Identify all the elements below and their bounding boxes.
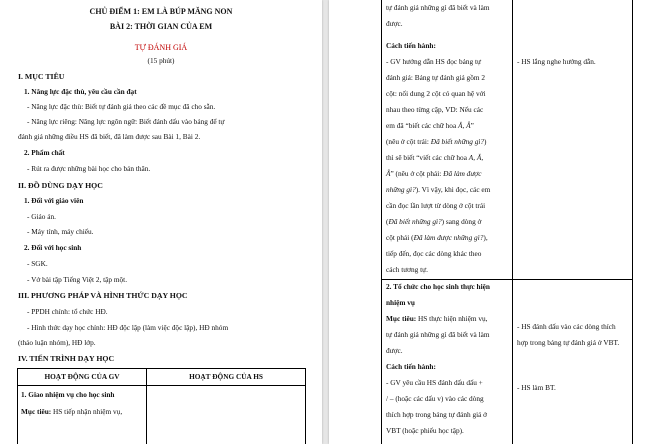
gv-a2: đánh giá: Bảng tự đánh giá gồm 2: [386, 73, 485, 82]
gv-a10: cần đọc lần lượt từ dòng ở cột trái: [386, 201, 486, 210]
paragraph-nang-luc-rieng-2: đánh giá những điều HS đã biết, đã làm được sau Bài 1, Bài 2.: [18, 132, 201, 141]
gv-a8: Â” (nêu ở cột phải: Đã làm được: [386, 169, 482, 178]
gv-b3: thích hợp trong bảng tự đánh giá ở: [386, 410, 488, 419]
gv-to-chuc-2: nhiệm vụ: [386, 298, 415, 307]
subheading-giao-vien: 1. Đối với giáo viên: [24, 196, 84, 205]
gv-line-2: được.: [386, 19, 403, 28]
gv-cach-tien-hanh-1: Cách tiến hành:: [386, 41, 436, 50]
gv-a5: em đã “biết các chữ hoa Ă, Â”: [386, 121, 474, 130]
gv-cach-tien-hanh-2: Cách tiến hành:: [386, 362, 436, 371]
gv-a11: (Đã biết những gì?) sang dòng ở: [386, 217, 482, 226]
gv-a13: tiếp đến, đọc các dòng khác theo: [386, 249, 482, 258]
table-header-gv: HOẠT ĐỘNG CỦA GV: [44, 372, 120, 381]
subheading-pham-chat: 2. Phẩm chất: [24, 148, 65, 157]
hs-lang-nghe: - HS lắng nghe hướng dẫn.: [517, 57, 596, 66]
item-may-tinh: - Máy tính, máy chiếu.: [27, 227, 94, 236]
paragraph-hinh-thuc-2: (thảo luận nhóm), HĐ lớp.: [18, 338, 96, 347]
gv-b4: VBT (hoặc phiếu học tập).: [386, 426, 464, 435]
table-header-hs: HOẠT ĐỘNG CỦA HS: [189, 372, 263, 381]
hs-danh-dau-2: hợp trong bảng tự đánh giá ở VBT.: [517, 338, 620, 347]
gv-b2: / – (hoặc các dấu v) vào các dòng: [386, 394, 484, 403]
paragraph-nang-luc-dac-thu: - Năng lực đặc thù: Biết tự đánh giá theo các đề mục đã cho sẵn.: [27, 102, 216, 111]
gv-a1: - GV hướng dẫn HS đọc bảng tự: [386, 57, 481, 66]
table-row-giao-nhiem-vu: 1. Giao nhiệm vụ cho học sinh: [21, 390, 115, 399]
document-page-right: [329, 0, 650, 444]
duration-text: (15 phút): [147, 56, 175, 65]
paragraph-hinh-thuc-1: - Hình thức dạy học chính: HĐ độc lập (làm việc độc lập), HĐ nhóm: [27, 323, 229, 332]
gv-muc-tieu: Mục tiêu: HS thực hiện nhiệm vụ,: [386, 314, 488, 323]
gv-a12: cột phải (Đã làm được những gì?),: [386, 233, 488, 242]
document-page-left: [0, 0, 322, 444]
gv-a3: cột: nối dung 2 cột có quan hệ với: [386, 89, 486, 98]
heading-do-dung: II. ĐỒ DÙNG DẠY HỌC: [18, 181, 103, 190]
item-sgk: - SGK.: [27, 259, 48, 268]
gv-a4: nhau theo từng cặp, VD: Nếu các: [386, 105, 484, 114]
gv-line-1: tự đánh giá những gì đã biết và làm: [386, 3, 490, 12]
item-giao-an: - Giáo án.: [27, 212, 56, 221]
paragraph-nang-luc-rieng-1: - Năng lực riêng: Năng lực ngôn ngữ: Biết đánh dấu vào bảng để tự: [27, 117, 225, 126]
table-row-muc-tieu: Mục tiêu: HS tiếp nhận nhiệm vụ,: [21, 407, 123, 416]
heading-phuong-phap: III. PHƯƠNG PHÁP VÀ HÌNH THỨC DẠY HỌC: [18, 291, 188, 300]
gv-a9: những gì?). Vì vậy, khi đọc, các em: [386, 185, 491, 194]
item-vo-bai-tap: - Vở bài tập Tiếng Việt 2, tập một.: [27, 275, 128, 284]
subheading-nang-luc: 1. Năng lực đặc thù, yêu cầu cần đạt: [24, 87, 137, 96]
gv-a6: (nêu ở cột trái: Đã biết những gì?): [386, 137, 487, 146]
hs-lam-bt: - HS làm BT.: [517, 383, 556, 392]
section-title: TỰ ĐÁNH GIÁ: [134, 43, 188, 52]
paragraph-ppdh: - PPDH chính: tổ chức HĐ.: [27, 307, 108, 316]
gv-a14: cách tương tự.: [386, 265, 428, 274]
gv-to-chuc-1: 2. Tổ chức cho học sinh thực hiện: [386, 282, 490, 291]
lesson-heading: BÀI 2: THỜI GIAN CỦA EM: [109, 22, 213, 31]
subheading-hoc-sinh: 2. Đối với học sinh: [24, 243, 82, 252]
topic-heading: CHỦ ĐIỂM 1: EM LÀ BÚP MĂNG NON: [89, 7, 233, 16]
heading-muc-tieu: I. MỤC TIÊU: [18, 72, 65, 81]
gv-m3: được.: [386, 346, 403, 355]
gv-b1: - GV yêu cầu HS đánh dấu dấu +: [386, 378, 483, 387]
gv-a7: thì sẽ biết “viết các chữ hoa A, Ă,: [386, 153, 484, 162]
heading-tien-trinh: IV. TIẾN TRÌNH DẠY HỌC: [18, 354, 115, 363]
paragraph-pham-chat: - Rút ra được những bài học cho bản thân.: [27, 164, 151, 173]
hs-danh-dau-1: - HS đánh dấu vào các dòng thích: [517, 322, 616, 331]
gv-m2: tự đánh giá những gì đã biết và làm: [386, 330, 490, 339]
